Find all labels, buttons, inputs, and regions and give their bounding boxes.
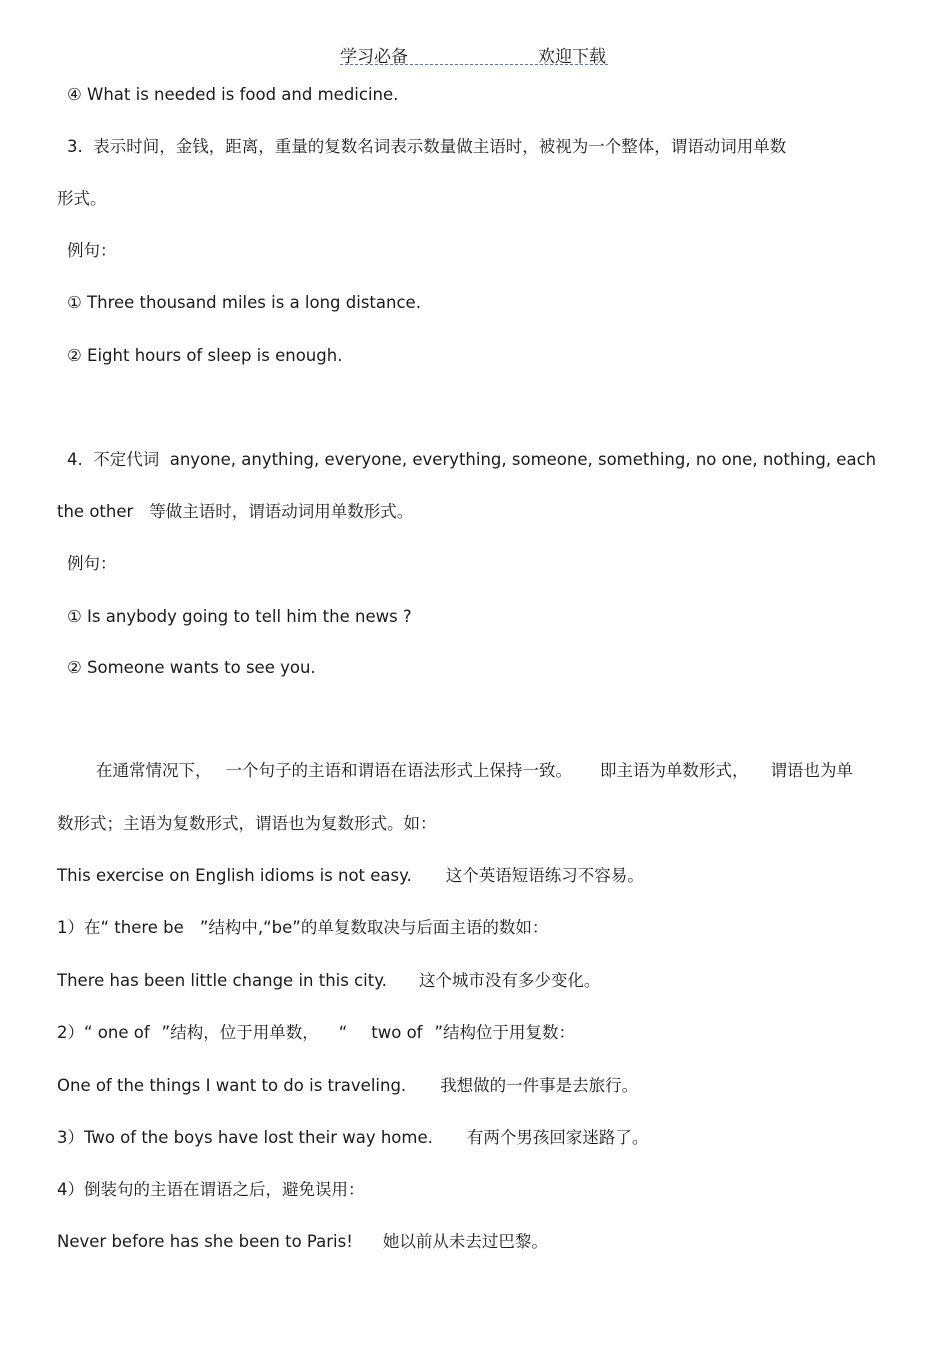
example-line: ① Three thousand miles is a long distance. <box>67 293 421 312</box>
example-line: ① Is anybody going to tell him the news ? <box>67 607 412 626</box>
text-segment: 2）“ one of <box>57 1023 150 1042</box>
rule-3-text-continued: 形式。 <box>57 189 107 208</box>
rule-4-text: 4. 不定代词 anyone, anything, everyone, everything, someone, something, no one, nothing, each <box>67 450 877 469</box>
rule-item-1 <box>57 917 548 939</box>
example-sentence <box>57 1231 548 1253</box>
text-segment: ”结构位于用复数： <box>434 1023 576 1042</box>
chinese-translation: 这个英语短语练习不容易。 <box>445 866 644 885</box>
rule-item-4: 4）倒装句的主语在谓语之后，避免误用： <box>57 1180 365 1199</box>
rule-4-text-continued <box>57 501 413 523</box>
english-sentence: One of the things I want to do is traveling. <box>57 1076 407 1095</box>
text-segment: 1）在“ there be <box>57 918 184 937</box>
english-sentence: There has been little change in this city. <box>57 971 387 990</box>
example-heading: 例句： <box>67 241 117 260</box>
text-segment: ”结构中,“be”的单复数取决与后面主语的数如： <box>199 918 549 937</box>
text-segment: the other <box>57 502 134 521</box>
text-segment: 等做主语时，谓语动词用单数形式。 <box>149 502 414 521</box>
chinese-translation: 她以前从未去过巴黎。 <box>382 1232 548 1251</box>
english-sentence: This exercise on English idioms is not easy. <box>57 866 412 885</box>
example-line: ② Eight hours of sleep is enough. <box>67 346 343 365</box>
header-left-text: 学习必备 <box>340 47 408 67</box>
example-sentence <box>57 970 600 992</box>
example-sentence <box>57 1075 638 1097</box>
text-segment: 一个句子的主语和谓语在语法形式上保持一致。 <box>225 761 572 780</box>
intro-paragraph-continued: 数形式；主语为复数形式，谓语也为复数形式。如： <box>57 814 437 833</box>
text-segment: “ <box>338 1023 348 1042</box>
example-line: ④ What is needed is food and medicine. <box>67 85 399 104</box>
page-header <box>340 40 608 65</box>
example-sentence <box>57 865 644 887</box>
rule-item-2 <box>57 1022 575 1044</box>
text-segment: ”结构，位于用单数， <box>161 1023 319 1042</box>
example-heading: 例句： <box>67 554 117 573</box>
text-segment: 谓语也为单 <box>770 761 853 780</box>
english-sentence: 3）Two of the boys have lost their way home. <box>57 1128 433 1147</box>
text-segment: two of <box>371 1023 423 1042</box>
chinese-translation: 有两个男孩回家迷路了。 <box>466 1128 649 1147</box>
text-segment: 即主语为单数形式， <box>600 761 749 780</box>
chinese-translation: 这个城市没有多少变化。 <box>418 971 601 990</box>
rule-3-text: 3. 表示时间，金钱，距离，重量的复数名词表示数量做主语时，被视为一个整体，谓语动词用单数 <box>67 137 787 156</box>
header-right-text: 欢迎下载 <box>538 47 606 67</box>
rule-item-3 <box>57 1127 648 1149</box>
chinese-translation: 我想做的一件事是去旅行。 <box>440 1076 639 1095</box>
text-segment: 在通常情况下， <box>96 761 212 780</box>
intro-paragraph <box>96 760 853 782</box>
example-line: ② Someone wants to see you. <box>67 658 316 677</box>
english-sentence: Never before has she been to Paris! <box>57 1232 353 1251</box>
